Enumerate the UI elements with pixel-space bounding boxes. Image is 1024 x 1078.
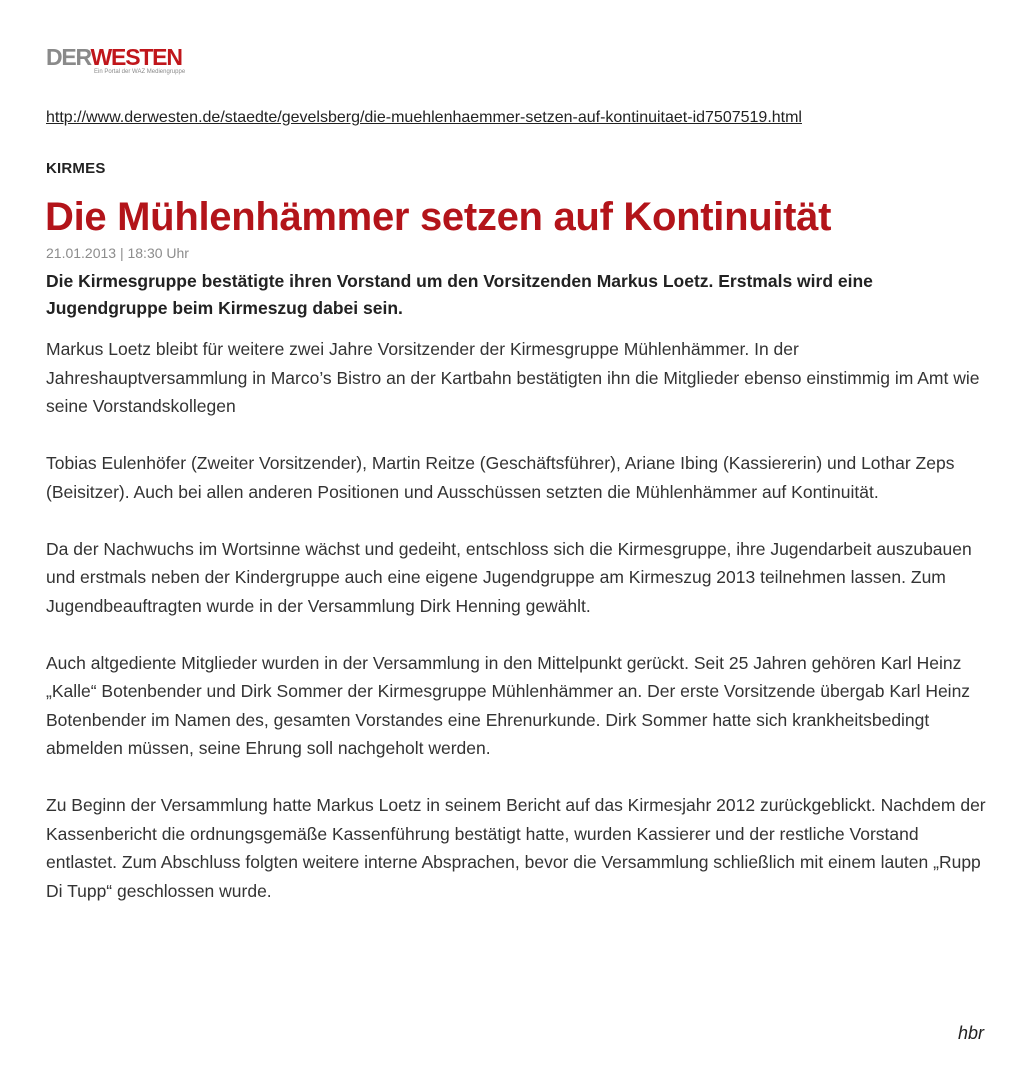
article-paragraph: Da der Nachwuchs im Wortsinne wächst und gedeiht, entschloss sich die Kirmesgruppe, ihre Jugendarbeit auszubauen und erstmals neben der Kindergruppe auch eine eigene Jugendgruppe am Kirmeszug 2013 teilnehmen lassen. Zum Jugendbeauftragten wurde in der Versammlung Dirk Henning gewählt.	[46, 538, 972, 616]
article-dateline: 21.01.2013 | 18:30 Uhr	[46, 245, 189, 261]
article-paragraph: Auch altgediente Mitglieder wurden in der Versammlung in den Mittelpunkt gerückt. Seit 25 Jahren gehören Karl Heinz „Kalle“ Botenbender und Dirk Sommer der Kirmesgruppe Mühlenhämmer an. Der erste Vorsitzende übergab Karl Heinz Botenbender im Namen des, gesamten Vorstandes eine Ehrenurkunde. Dirk Sommer hatte sich krankheitsbedingt abmelden müssen, seine Ehrung soll nachgeholt werden.	[46, 652, 971, 758]
article-paragraph: Tobias Eulenhöfer (Zweiter Vorsitzender), Martin Reitze (Geschäftsführer), Ariane Ibing (Kassiererin) und Lothar Zeps (Beisitzer). Auch bei allen anderen Positionen und Ausschüssen setzten die Mühlenhämmer auf Kontinuität.	[46, 453, 955, 502]
site-logo[interactable]	[46, 44, 186, 80]
article-body	[46, 335, 991, 934]
article-url-link[interactable]: http://www.derwesten.de/staedte/gevelsberg/die-muehlenhaemmer-setzen-auf-kontinuitaet-id7507519.html	[46, 109, 802, 126]
logo-der: DER	[46, 44, 91, 70]
logo-wordmark	[46, 44, 186, 70]
article-author: hbr	[957, 1023, 984, 1043]
article-paragraph: Markus Loetz bleibt für weitere zwei Jahre Vorsitzender der Kirmesgruppe Mühlenhämmer. In der Jahreshauptversammlung in Marco’s Bistro an der Kartbahn bestätigten ihn die Mitglieder ebenso einstimmig im Amt wie seine Vorstandskollegen	[46, 339, 980, 416]
article-rubric: KIRMES	[46, 160, 106, 177]
article-title: Die Mühlenhämmer setzen auf Kontinuität	[45, 195, 832, 239]
article-paragraph: Zu Beginn der Versammlung hatte Markus Loetz in seinem Bericht auf das Kirmesjahr 2012 zurückgeblickt. Nachdem der Kassenbericht die ordnungsgemäße Kassenführung bestätigt hatte, wurden Kassierer und der restliche Vorstand entlastet. Zum Abschluss folgten weitere interne Absprachen, bevor die Versammlung schließlich mit einem lauten „Rupp Di Tupp“ geschlossen wurde.	[46, 795, 986, 901]
logo-westen: WESTEN	[90, 44, 182, 70]
article-lead: Die Kirmesgruppe bestätigte ihren Vorstand um den Vorsitzenden Markus Loetz. Erstmals wird eine Jugendgruppe beim Kirmeszug dabei sein.	[46, 271, 873, 318]
logo-tagline: Ein Portal der WAZ Mediengruppe	[94, 69, 186, 75]
